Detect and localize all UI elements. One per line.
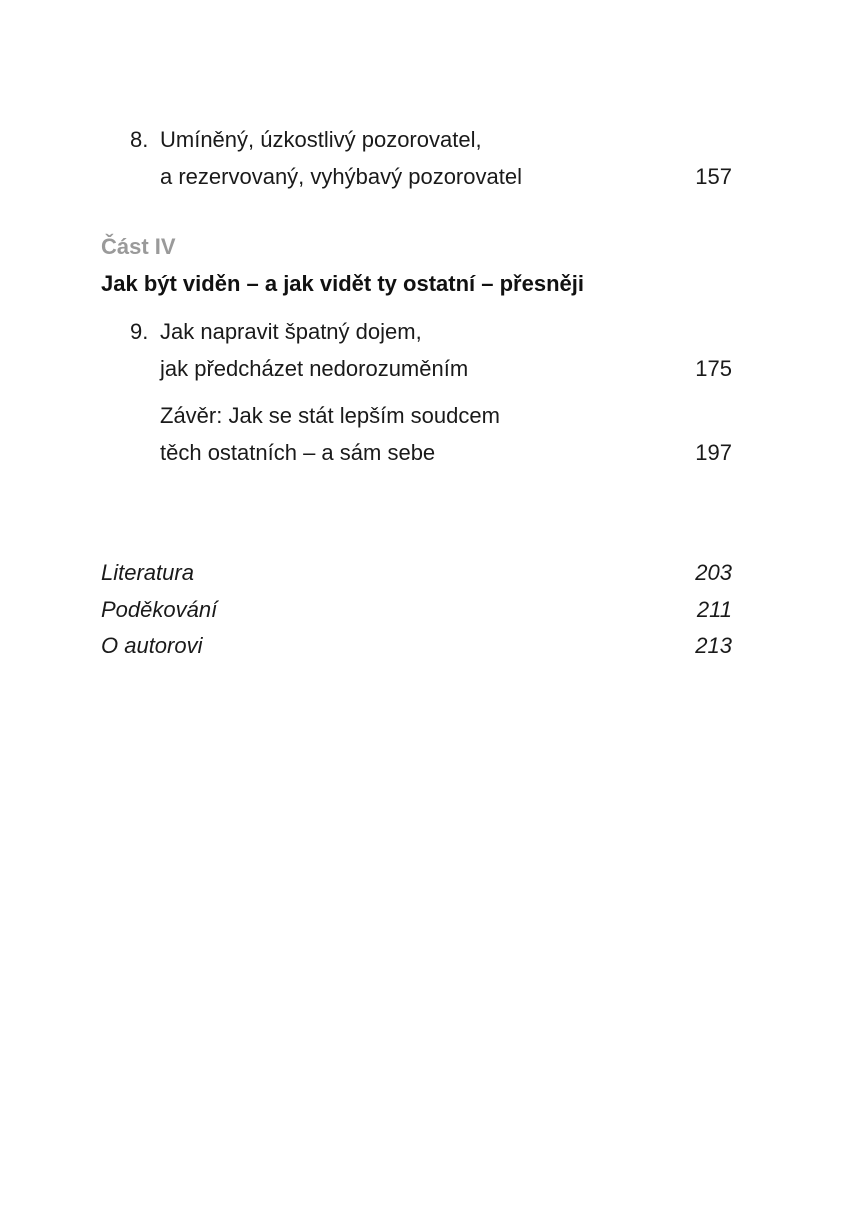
conclusion-title-line1: Závěr: Jak se stát lepším soudcem [160, 403, 500, 428]
back-matter-podekovani: Poděkování [101, 597, 218, 622]
chapter-9-page: 175 [695, 356, 732, 381]
conclusion-title-line2: těch ostatních – a sám sebe [160, 440, 436, 465]
back-matter-o-autorovi: O autorovi [101, 633, 203, 658]
back-matter-literatura-page: 203 [695, 560, 732, 585]
chapter-8-number: 8. [130, 127, 149, 152]
chapter-8-title-line1: Umíněný, úzkostlivý pozorovatel, [160, 127, 482, 152]
chapter-8-page: 157 [695, 164, 732, 189]
part-title: Jak být viděn – a jak vidět ty ostatní – přesněji [101, 271, 584, 296]
back-matter-podekovani-page: 211 [696, 597, 732, 622]
chapter-9-title-line1: Jak napravit špatný dojem, [160, 319, 422, 344]
part-label: Část IV [101, 234, 176, 259]
back-matter-o-autorovi-page: 213 [695, 633, 732, 658]
chapter-9-title-line2: jak předcházet nedorozuměním [160, 356, 469, 381]
chapter-8-title-line2: a rezervovaný, vyhýbavý pozorovatel [160, 164, 522, 189]
conclusion-page: 197 [695, 440, 732, 465]
back-matter-literatura: Literatura [101, 560, 194, 585]
chapter-9-number: 9. [130, 319, 149, 344]
